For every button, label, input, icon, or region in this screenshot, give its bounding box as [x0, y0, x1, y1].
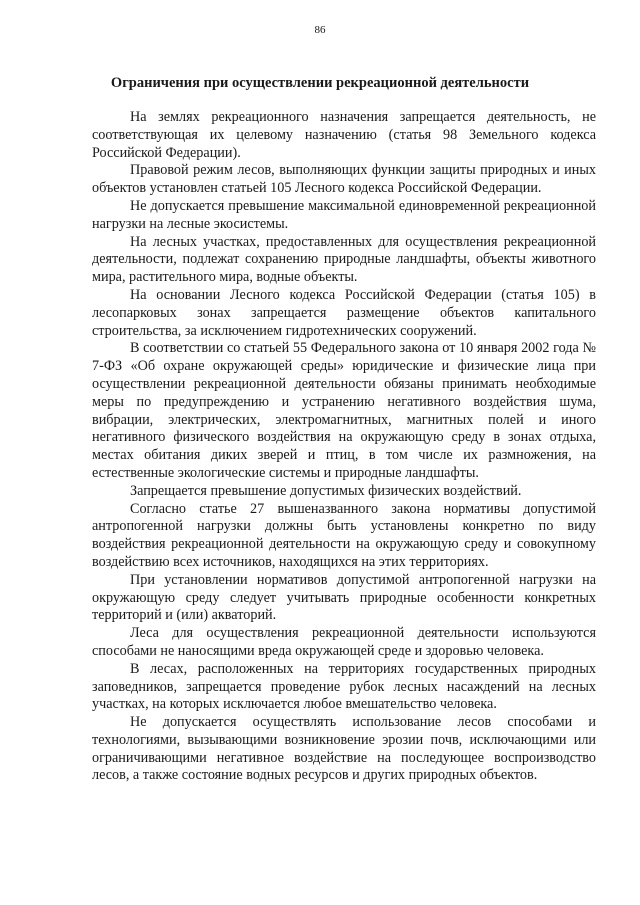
paragraph: При установлении нормативов допустимой антропогенной нагрузки на окружающую среду следует учитывать природные особенности конкретных территорий и (или) акваторий. [92, 571, 596, 624]
body-text [92, 109, 596, 785]
section-title: Ограничения при осуществлении рекреационной деятельности [110, 75, 530, 91]
paragraph: На основании Лесного кодекса Российской Федерации (статья 105) в лесопарковых зонах запрещается размещение объектов капитального строительства, за исключением гидротехнических сооружений. [92, 286, 596, 339]
paragraph: Правовой режим лесов, выполняющих функции защиты природных и иных объектов установлен статьей 105 Лесного кодекса Российской Федерации. [92, 162, 596, 197]
paragraph: На землях рекреационного назначения запрещается деятельность, не соответствующая их целевому назначению (статья 98 Земельного кодекса Российской Федерации). [92, 109, 596, 161]
paragraph: Запрещается превышение допустимых физических воздействий. [130, 482, 522, 499]
paragraph: В лесах, расположенных на территориях государственных природных заповедников, запрещается проведение рубок лесных насаждений на лесных участках, на которых исключается любое вмешательство человека. [92, 660, 596, 713]
page-number: 86 [314, 24, 326, 36]
paragraph: На лесных участках, предоставленных для осуществления рекреационной деятельности, подлежат сохранению природные ландшафты, объекты животного мира, растительного мира, водные объекты. [92, 233, 596, 286]
paragraph: Не допускается превышение максимальной единовременной рекреационной нагрузки на лесные экосистемы. [92, 197, 596, 232]
paragraph: В соответствии со статьей 55 Федерального закона от 10 января 2002 года № 7-ФЗ «Об охране окружающей среды» юридические и физические лица при осуществлении рекреационной деятельности обязаны принимать необходимые меры по предупреждению и устранению негативного воздействия шума, вибрации, электрических, электромагнитных, магнитных полей и иного негативного физического воздействия на окружающую среду в зонах отдыха, местах обитания диких зверей и птиц, в том числе их размножения, на естественные экологические системы и природные ландшафты. [92, 340, 596, 481]
paragraph: Леса для осуществления рекреационной деятельности используются способами не наносящими вреда окружающей среде и здоровью человека. [92, 625, 596, 659]
paragraph: Не допускается осуществлять использование лесов способами и технологиями, вызывающими возникновение эрозии почв, исключающими или ограничивающими негативное воздействие на последующее воспроизводство лесов, а также состояние водных ресурсов и других природных объектов. [92, 714, 596, 784]
paragraph: Согласно статье 27 вышеназванного закона нормативы допустимой антропогенной нагрузки должны быть установлены конкретно по виду воздействия рекреационной деятельности на окружающую среду и совокупному воздействию всех источников, находящихся на этих территориях. [92, 500, 596, 570]
